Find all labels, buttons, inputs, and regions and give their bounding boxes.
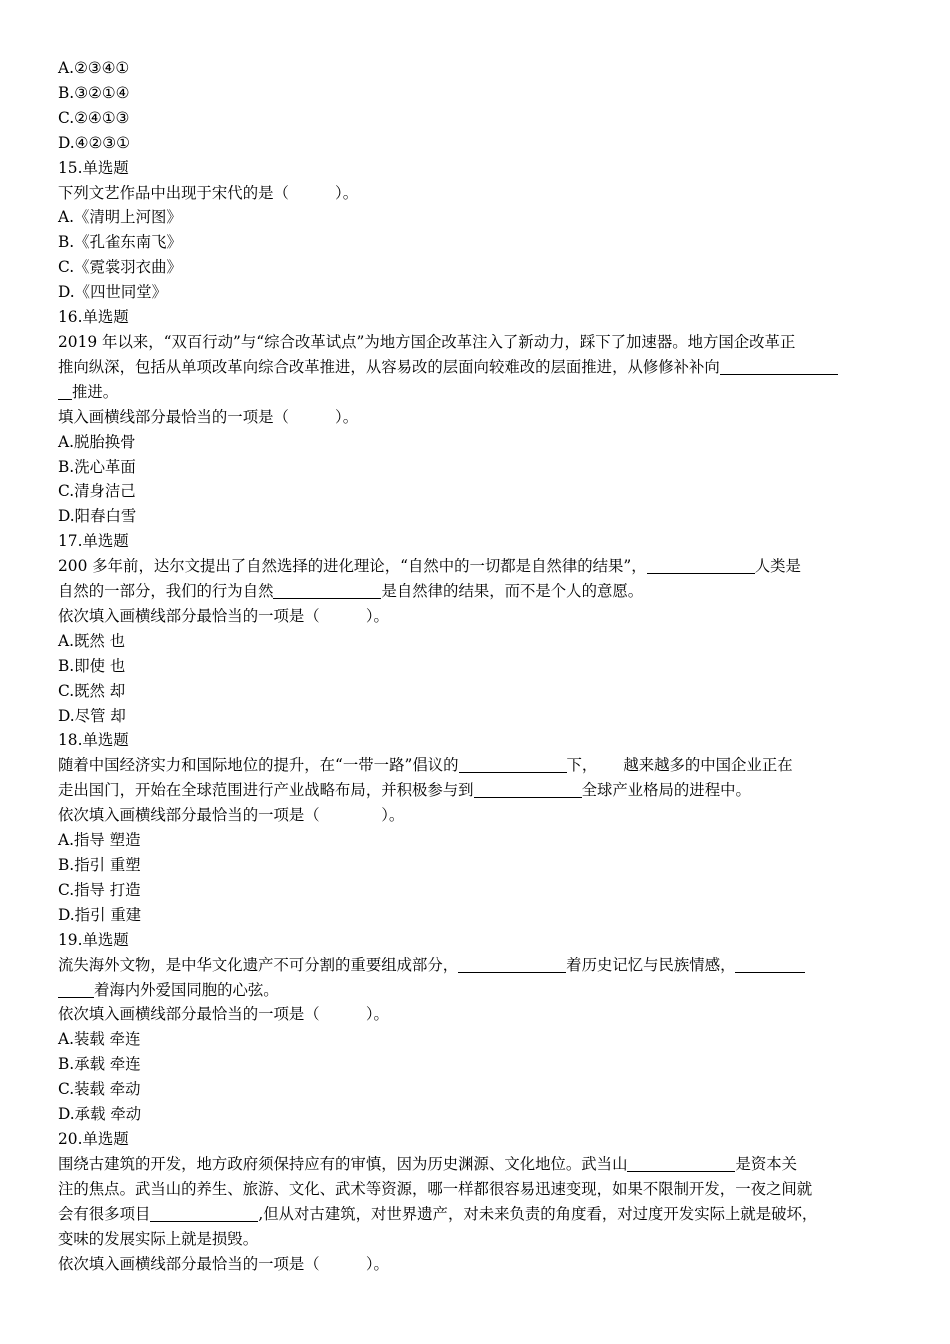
q16-text-line1: 2019 年以来，“双百行动”与“综合改革试点”为地方国企改革注入了新动力，踩下了加速器。地方国企改革正	[58, 332, 796, 351]
q17-prompt: 依次填入画横线部分最恰当的一项是（ ）。	[58, 606, 389, 625]
q20-blank-2	[150, 1203, 258, 1222]
q20-text-line1-b: 是资本关	[735, 1154, 798, 1173]
q19-blank-2-continued	[58, 979, 94, 998]
q16-header: 16.单选题	[58, 308, 129, 327]
q20-text-line1-a: 围绕古建筑的开发，地方政府须保持应有的审慎，因为历史渊源、文化地位。武当山	[58, 1154, 628, 1173]
q16-option-d: D.阳春白雪	[58, 507, 137, 526]
q19-text-line2-b: 着海内外爱国同胞的心弦。	[94, 980, 279, 999]
q20-header: 20.单选题	[58, 1129, 129, 1148]
q19-option-d: D.承载 牵动	[58, 1105, 142, 1124]
q20-text-line3	[58, 1202, 898, 1227]
q18-text-line1	[58, 753, 898, 778]
q19-prompt: 依次填入画横线部分最恰当的一项是（ ）。	[58, 1005, 389, 1024]
q17-text-line1-b: 人类是	[754, 557, 801, 576]
q16-text-line3-words: 推进。	[72, 382, 119, 401]
q17-text-line2-a: 自然的一部分，我们的行为自然	[58, 582, 274, 601]
q18-text-line2-b: 全球产业格局的进程中。	[581, 781, 751, 800]
q16-text-line2	[58, 355, 898, 380]
q19-blank-2	[735, 954, 805, 973]
q19-option-c: C.装载 牵动	[58, 1080, 141, 1099]
q14-option-a: A.②③④①	[58, 59, 130, 77]
q16-text-line3	[58, 380, 898, 405]
q18-text-line1-c: 越来越多的中国企业正在	[623, 756, 793, 775]
q18-prompt: 依次填入画横线部分最恰当的一项是（ ）。	[58, 806, 405, 825]
q18-option-c: C.指导 打造	[58, 880, 141, 899]
q18-blank-1	[459, 754, 567, 773]
q18-blank-2	[474, 779, 582, 798]
q16-prompt: 填入画横线部分最恰当的一项是（ ）。	[58, 407, 359, 426]
q20-text-line3-a: 会有很多项目	[58, 1204, 151, 1223]
q16-option-c: C.清身洁己	[58, 482, 136, 501]
q20-blank-1	[627, 1153, 735, 1172]
q17-blank-2	[273, 580, 381, 599]
exam-content	[58, 56, 898, 1276]
q16-option-a: A.脱胎换骨	[58, 432, 136, 451]
q14-option-d: D.④②③①	[58, 133, 130, 152]
q18-option-a: A.指导 塑造	[58, 831, 141, 850]
q20-text-line4: 变味的发展实际上就是损毁。	[58, 1229, 259, 1248]
q19-option-a: A.装载 牵连	[58, 1030, 141, 1049]
q17-header: 17.单选题	[58, 532, 129, 551]
q17-text-line1	[58, 554, 898, 579]
q16-blank	[720, 356, 838, 375]
q20-text-line1	[58, 1152, 898, 1177]
q16-option-b: B.洗心革面	[58, 457, 136, 476]
q17-text-line2	[58, 579, 898, 604]
q18-header: 18.单选题	[58, 731, 129, 750]
q15-option-a: A.《清明上河图》	[58, 208, 182, 227]
q14-option-c: C.②④①③	[58, 108, 130, 127]
q15-stem: 下列文艺作品中出现于宋代的是（ ）。	[58, 183, 359, 202]
q19-text-line1-a: 流失海外文物，是中华文化遗产不可分割的重要组成部分，	[58, 955, 459, 974]
q19-text-line2	[58, 978, 898, 1003]
q20-text-line2: 注的焦点。武当山的养生、旅游、文化、武术等资源，哪一样都很容易迅速变现，如果不限制开发，一夜之间就	[58, 1179, 813, 1198]
q18-text-line1-a: 随着中国经济实力和国际地位的提升，在“一带一路”倡议的	[58, 756, 459, 775]
q17-option-c: C.既然 却	[58, 681, 126, 700]
q17-blank-1	[647, 555, 755, 574]
q18-text-line2-a: 走出国门，开始在全球范围进行产业战略布局，并积极参与到	[58, 781, 474, 800]
q17-option-d: D.尽管 却	[58, 706, 126, 725]
q19-text-line1	[58, 953, 898, 978]
q17-option-a: A.既然 也	[58, 631, 126, 650]
q19-option-b: B.承载 牵连	[58, 1055, 141, 1074]
q16-blank-continued	[58, 381, 72, 400]
q16-text-line2-words: 推向纵深，包括从单项改革向综合改革推进，从容易改的层面向较难改的层面推进，从修修补补向	[58, 357, 720, 376]
q18-option-b: B.指引 重塑	[58, 856, 141, 874]
q17-option-b: B.即使 也	[58, 656, 126, 675]
q15-option-d: D.《四世同堂》	[58, 283, 168, 302]
q19-header: 19.单选题	[58, 930, 129, 949]
q17-text-line2-b: 是自然律的结果，而不是个人的意愿。	[381, 582, 644, 601]
q20-prompt: 依次填入画横线部分最恰当的一项是（ ）。	[58, 1254, 389, 1273]
q14-option-b: B.③②①④	[58, 83, 130, 102]
q18-text-line2	[58, 778, 898, 803]
q19-blank-1	[458, 954, 566, 973]
q18-option-d: D.指引 重建	[58, 905, 142, 924]
q17-text-line1-a: 200 多年前，达尔文提出了自然选择的进化理论，“自然中的一切都是自然律的结果”，	[58, 557, 647, 576]
q18-text-line1-b: 下，	[566, 756, 598, 775]
q20-text-line3-b: ,但从对古建筑，对世界遗产，对未来负责的角度看，对过度开发实际上就是破坏，	[258, 1204, 818, 1223]
q19-text-line1-b: 着历史记忆与民族情感，	[566, 955, 736, 974]
q15-option-b: B.《孔雀东南飞》	[58, 233, 182, 252]
q15-option-c: C.《霓裳羽衣曲》	[58, 258, 182, 277]
q15-header: 15.单选题	[58, 158, 129, 177]
